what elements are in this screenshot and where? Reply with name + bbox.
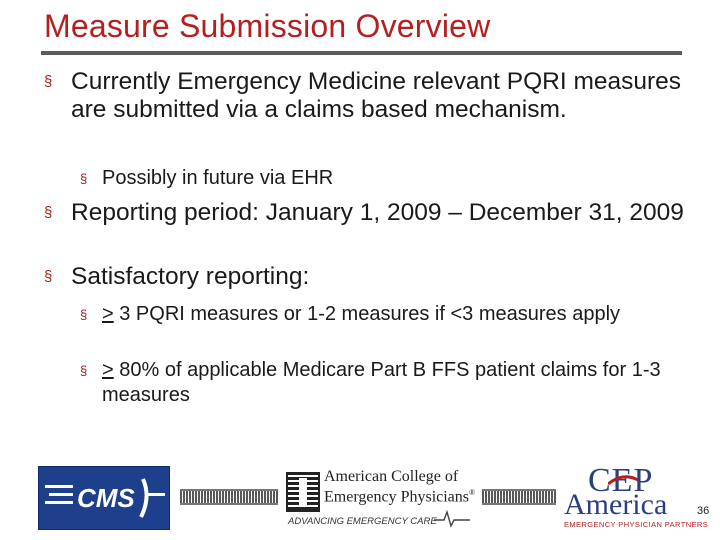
bullet-text: Currently Emergency Medicine relevant PQRI measures are submitted via a claims based mechanism. (71, 68, 682, 123)
bullet-text: 3 PQRI measures or 1-2 measures if <3 measures apply (113, 303, 621, 325)
greater-than-symbol: > (102, 359, 114, 381)
bullet-text-wrap (102, 302, 672, 327)
cep-america-text: America (564, 488, 668, 521)
bullet-marker: § (80, 363, 88, 378)
slide-title: Measure Submission Overview (44, 8, 491, 44)
bullet-marker: § (44, 268, 53, 285)
cms-logo (38, 466, 170, 530)
divider-hatch-right (482, 489, 556, 505)
bullet-marker: § (44, 73, 53, 90)
divider-hatch-left (180, 489, 278, 505)
bullet-marker: § (80, 171, 88, 186)
bullet-marker: § (44, 204, 53, 221)
acep-logo (284, 466, 474, 530)
acep-tagline: ADVANCING EMERGENCY CARE (288, 516, 437, 527)
page-number: 36 (697, 505, 710, 517)
acep-grid-icon (286, 472, 320, 512)
greater-than-symbol: > (102, 303, 114, 325)
bullet-text: Satisfactory reporting: (71, 263, 310, 290)
cms-logo-text: CMS (77, 483, 135, 513)
acep-name-line1: American College of (324, 468, 459, 485)
registered-mark: ® (469, 488, 476, 497)
acep-name-line2: Emergency Physicians (324, 488, 470, 506)
bullet-marker: § (80, 307, 88, 322)
bullet-text-wrap (102, 358, 672, 408)
cms-logo-graphic (39, 467, 169, 529)
cep-tagline: EMERGENCY PHYSICIAN PARTNERS (564, 520, 709, 529)
acep-name-line2-wrap (324, 488, 475, 506)
bullet-text: Possibly in future via EHR (102, 167, 334, 189)
cep-logo-text: CEP (588, 462, 654, 499)
bullet-text: Reporting period: January 1, 2009 – December 31, 2009 (71, 199, 684, 226)
title-divider (41, 51, 682, 55)
bullet-text: 80% of applicable Medicare Part B FFS patient claims for 1-3 measures (102, 359, 661, 406)
cep-swoosh-icon (608, 474, 638, 488)
heartbeat-icon (434, 508, 470, 528)
